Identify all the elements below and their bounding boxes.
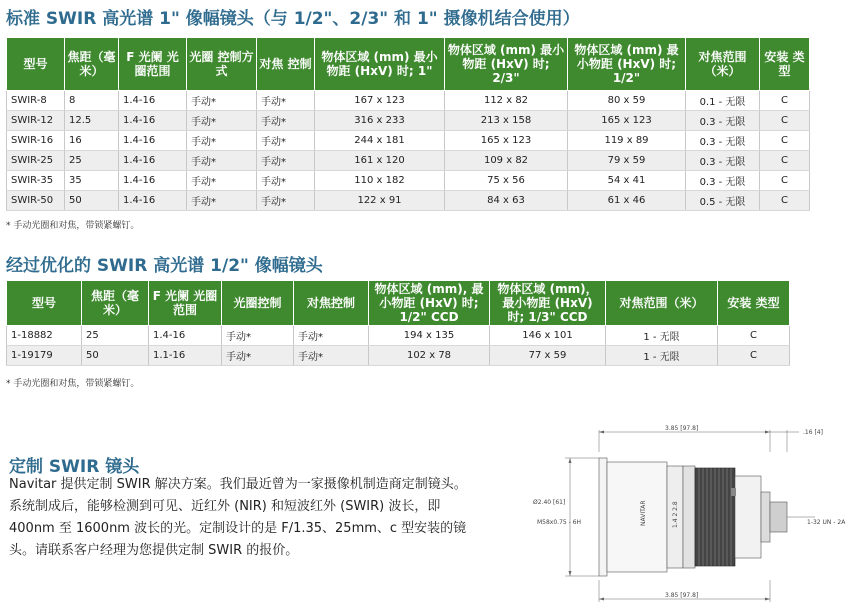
section2-note: * 手动光圈和对焦，带锁紧螺钉。 [6,379,140,389]
section1-note: * 手动光圈和对焦，带锁紧螺钉。 [6,221,140,231]
table-cell: 1 - 无限 [606,326,718,346]
front-ring [599,458,607,576]
table-cell: SWIR-12 [7,111,65,131]
table-header-row [7,281,790,326]
table-cell: 0.3 - 无限 [686,131,760,151]
table-cell: 1.4-16 [119,111,187,131]
table-cell: 77 x 59 [490,346,606,366]
table-cell: 35 [65,171,119,191]
column-header: 对焦范围（米） [606,281,718,326]
table-cell: 手动* [257,91,315,111]
table-cell: 1-19179 [7,346,82,366]
table-cell: 16 [65,131,119,151]
arrowhead [569,571,572,576]
column-header: 安装 类型 [718,281,790,326]
table-cell: SWIR-25 [7,151,65,171]
table-cell: 1.4-16 [149,326,222,346]
table-cell: SWIR-50 [7,191,65,211]
c-mount-thread [770,502,787,532]
column-header: 安装 类型 [760,38,810,91]
table-cell: 手动* [257,171,315,191]
table-cell: 手动* [257,131,315,151]
table-cell: 161 x 120 [315,151,445,171]
column-header: 焦距（毫米） [65,38,119,91]
filter-thread-label: M58x0.75 - 6H [537,519,582,526]
column-header: 光圈 控制方式 [187,38,257,91]
table-cell: 手动* [294,326,369,346]
rear-body [735,476,761,558]
table-row [7,91,810,111]
table-row [7,131,810,151]
table-cell: 79 x 59 [568,151,686,171]
table-cell: 213 x 158 [445,111,568,131]
column-header: F 光阑 光圈范围 [149,281,222,326]
table-cell: C [718,346,790,366]
table-cell: 12.5 [65,111,119,131]
table-cell: 1 - 无限 [606,346,718,366]
table-row [7,346,790,366]
column-header: 物体区域 (mm) 最小物距 (HxV) 时; 1" [315,38,445,91]
column-header: 对焦 控制 [257,38,315,91]
table-row [7,191,810,211]
table-cell: 61 x 46 [568,191,686,211]
lens-dimension-drawing [515,418,845,610]
table-cell: C [718,326,790,346]
table-cell: 手动* [257,191,315,211]
table-cell: 119 x 89 [568,131,686,151]
arrowhead [599,598,604,601]
column-header: 物体区域 (mm) 最小物距 (HxV) 时; 2/3" [445,38,568,91]
table-cell: 244 x 181 [315,131,445,151]
arrowhead [569,458,572,463]
column-header: 型号 [7,281,82,326]
table-cell: 1.4-16 [119,131,187,151]
table-cell: C [760,91,810,111]
table-cell: 109 x 82 [445,151,568,171]
standard-swir-table [6,37,810,211]
table-cell: 112 x 82 [445,91,568,111]
mount-thread-label: 1-32 UN - 2A [807,519,845,526]
column-header: 物体区域 (mm)，最小物距 (HxV) 时; 1/3" CCD [490,281,606,326]
table-cell: 146 x 101 [490,326,606,346]
table-cell: 手动* [187,131,257,151]
table-cell: 1.4-16 [119,171,187,191]
column-header: 物体区域 (mm) 最小物距 (HxV) 时; 1/2" [568,38,686,91]
arrowhead [765,431,770,434]
table-cell: 80 x 59 [568,91,686,111]
section3-title: 定制 SWIR 镜头 [9,457,140,477]
table-cell: 122 x 91 [315,191,445,211]
table-cell: 50 [82,346,149,366]
column-header: F 光阑 光圈范围 [119,38,187,91]
table-cell: 手动* [294,346,369,366]
table-cell: SWIR-35 [7,171,65,191]
column-header: 光圈控制 [222,281,294,326]
table-cell: 84 x 63 [445,191,568,211]
table-cell: 1.4-16 [119,151,187,171]
table-cell: 194 x 135 [369,326,490,346]
table-cell: 0.5 - 无限 [686,191,760,211]
table-row [7,171,810,191]
table-cell: 25 [82,326,149,346]
table-cell: 手动* [187,151,257,171]
arrowhead [765,598,770,601]
custom-swir-description [9,474,479,562]
column-header: 对焦范围（米） [686,38,760,91]
table-cell: SWIR-8 [7,91,65,111]
table-cell: 0.3 - 无限 [686,111,760,131]
table-cell: 1.4-16 [119,91,187,111]
section1-title: 标准 SWIR 高光谱 1" 像幅镜头（与 1/2"、2/3" 和 1" 摄像机结合使用） [6,9,580,29]
table-cell: 手动* [187,91,257,111]
arrowhead [599,431,604,434]
table-cell: 0.3 - 无限 [686,151,760,171]
brand-mark: NAVITAR [640,500,647,526]
table-cell: C [760,191,810,211]
lock-screw [731,488,736,496]
table-row [7,326,790,346]
table-cell: 0.3 - 无限 [686,171,760,191]
table-cell: 手动* [257,151,315,171]
table-cell: 102 x 78 [369,346,490,366]
table-cell: 手动* [187,111,257,131]
table-cell: 1.1-16 [149,346,222,366]
table-cell: 165 x 123 [568,111,686,131]
table-cell: 1.4-16 [119,191,187,211]
length-bottom-label: 3.85 [97.8] [665,592,699,599]
table-header-row [7,38,810,91]
diameter-label: Ø2.40 [61] [533,499,566,506]
length-top-label: 3.85 [97.8] [665,425,699,432]
custom-swir-paragraph: Navitar 提供定制 SWIR 解决方案。我们最近曾为一家摄像机制造商定制镜头。系统制成后，能够检测到可见、近红外 (NIR) 和短波红外 (SWIR) 波长，即 400nm 至 1600nm 波长的光。定制设计的是 F/1.35、25mm、c 型安装的镜头。请联系客户经理为您提供定制 SWIR 的报价。 [9,477,467,558]
table-cell: C [760,111,810,131]
optimized-swir-table [6,280,790,366]
table-cell: C [760,131,810,151]
table-cell: 手动* [257,111,315,131]
table-cell: 1-18882 [7,326,82,346]
fstop-marks: 1.4 2 2.8 [672,501,679,528]
table-cell: 110 x 182 [315,171,445,191]
table-cell: 手动* [187,191,257,211]
table-cell: C [760,151,810,171]
table-cell: 50 [65,191,119,211]
table-cell: 316 x 233 [315,111,445,131]
focus-barrel [607,462,667,572]
column-header: 物体区域 (mm), 最小物距 (HxV) 时; 1/2" CCD [369,281,490,326]
flange-label: .16 [4] [803,429,823,436]
table-cell: 手动* [222,326,294,346]
table-cell: 8 [65,91,119,111]
table-cell: 手动* [222,346,294,366]
column-header: 型号 [7,38,65,91]
table-cell: 25 [65,151,119,171]
table-cell: 75 x 56 [445,171,568,191]
table-row [7,111,810,131]
table-cell: C [760,171,810,191]
column-header: 焦距（毫米） [82,281,149,326]
section2-title: 经过优化的 SWIR 高光谱 1/2" 像幅镜头 [6,256,323,276]
table-cell: 54 x 41 [568,171,686,191]
table-cell: 手动* [187,171,257,191]
mount-flange [761,492,770,542]
column-header: 对焦控制 [294,281,369,326]
table-cell: SWIR-16 [7,131,65,151]
table-row [7,151,810,171]
aperture-ring [683,466,695,568]
table-cell: 167 x 123 [315,91,445,111]
table-cell: 165 x 123 [445,131,568,151]
table-cell: 0.1 - 无限 [686,91,760,111]
